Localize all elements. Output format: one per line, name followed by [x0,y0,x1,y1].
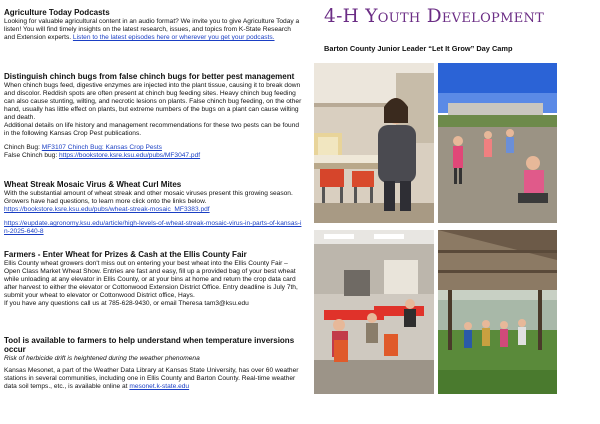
fair-section [4,250,302,308]
chinch-heading: Distinguish chinch bugs from false chinch bugs for better pest management [4,72,295,81]
podcasts-link[interactable]: Listen to the latest episodes here or wherever you get your podcasts. [72,34,275,42]
right-column [312,0,600,424]
camp-photo-barn [438,230,557,394]
mosaic-heading: Wheat Streak Mosaic Virus & Wheat Curl Mites [4,180,182,189]
mesonet-subheading-text: Risk of herbicide drift is heightened during the weather phenomena [4,355,200,363]
podcasts-section [4,8,302,42]
mosaic-section [4,180,302,236]
camp-photo-classroom [314,230,434,394]
chinch-ref1 [4,144,302,152]
mosaic-link1-wrap [4,206,302,214]
page-title: 4-H Youth Development [324,6,545,27]
mesonet-heading: Tool is available to farmers to help understand when temperature inversions occur [4,336,295,355]
chinch-ref1-label: Chinch Bug: [4,144,42,152]
fair-body: Ellis County wheat growers don't miss out on entering your best wheat into the Ellis County Fair – Open Class Market Wheat Show. Entries are fast and easy, fill up a provided bag of your best wheat while unloading at any elevator in Ellis County, or at your bins at home and return the crop data card after harvest to either the elevator or Cottonwood Extension District Office. Entry deadline is July 7th, submit your wheat to elevator or Cottonwood District office, Hays. [4,260,298,300]
mosaic-link2-wrap [4,220,302,236]
fair-body2: If you have any questions call us at 785-628-9430, or email Theresa tam3@ksu.edu [4,300,249,308]
camp-photo-outdoor [438,63,557,223]
chinch-body2: Additional details on life history and management recommendations for these two pests can be found in the following Kansas Crop Pest publications. [4,122,300,138]
chinch-ref1-link[interactable]: MF3107 Chinch Bug: Kansas Crop Pests [41,144,162,152]
mesonet-section [4,336,302,392]
mesonet-link[interactable]: mesonet.k-state.edu [129,383,190,391]
mesonet-body: Kansas Mesonet, a part of the Weather Data Library at Kansas State University, has over 60 weather stations in several communities, including one in Ellis County and Barton County. Real-time weather data soil temps., etc., is available online at [4,367,299,391]
chinch-ref2-link[interactable]: https://bookstore.ksre.ksu.edu/pubs/MF3047.pdf [58,152,201,160]
camp-photo-table [314,63,434,223]
chinch-section [4,72,302,160]
mosaic-link2[interactable]: https://eupdate.agronomy.ksu.edu/article/high-levels-of-wheat-streak-mosaic-virus-in-parts-of-kansas-in-2025-640-8 [4,220,302,236]
camp-subtitle: Barton County Junior Leader “Let It Grow” Day Camp [324,44,513,53]
podcasts-heading: Agriculture Today Podcasts [4,8,110,17]
podcasts-body: Looking for valuable agricultural content in an audio format? We invite you to give Agriculture Today a listen! You will find timely insights on the latest research, issues, and topics from K-State Research and Extension experts. [4,18,300,42]
mosaic-link1[interactable]: https://bookstore.ksre.ksu.edu/pubs/wheat-streak-mosaic_MF3383.pdf [4,206,210,214]
chinch-body: When chinch bugs feed, digestive enzymes are injected into the plant tissue, causing it to break down and discolor. Reddish spots are often present at chinch bug feeding sites. Heavy chinch bug feeding can also cause stunting, wilting, and necrotic lesions on plants. False chinch bug feeding, on the other hand, usually has little effect on plants, but extreme numbers of the bugs on a plant can cause wilting and death. [4,82,302,122]
mesonet-subheading [4,355,302,363]
chinch-ref2 [4,152,302,160]
fair-heading: Farmers - Enter Wheat for Prizes & Cash at the Ellis County Fair [4,250,247,259]
mesonet-text [4,367,302,391]
podcasts-text [4,18,302,42]
chinch-ref2-label: False Chinch bug: [4,152,59,160]
mosaic-body: With the substantial amount of wheat streak and other mosaic viruses present this growing season. Growers have had questions, to learn more click onto the links below. [4,190,293,206]
